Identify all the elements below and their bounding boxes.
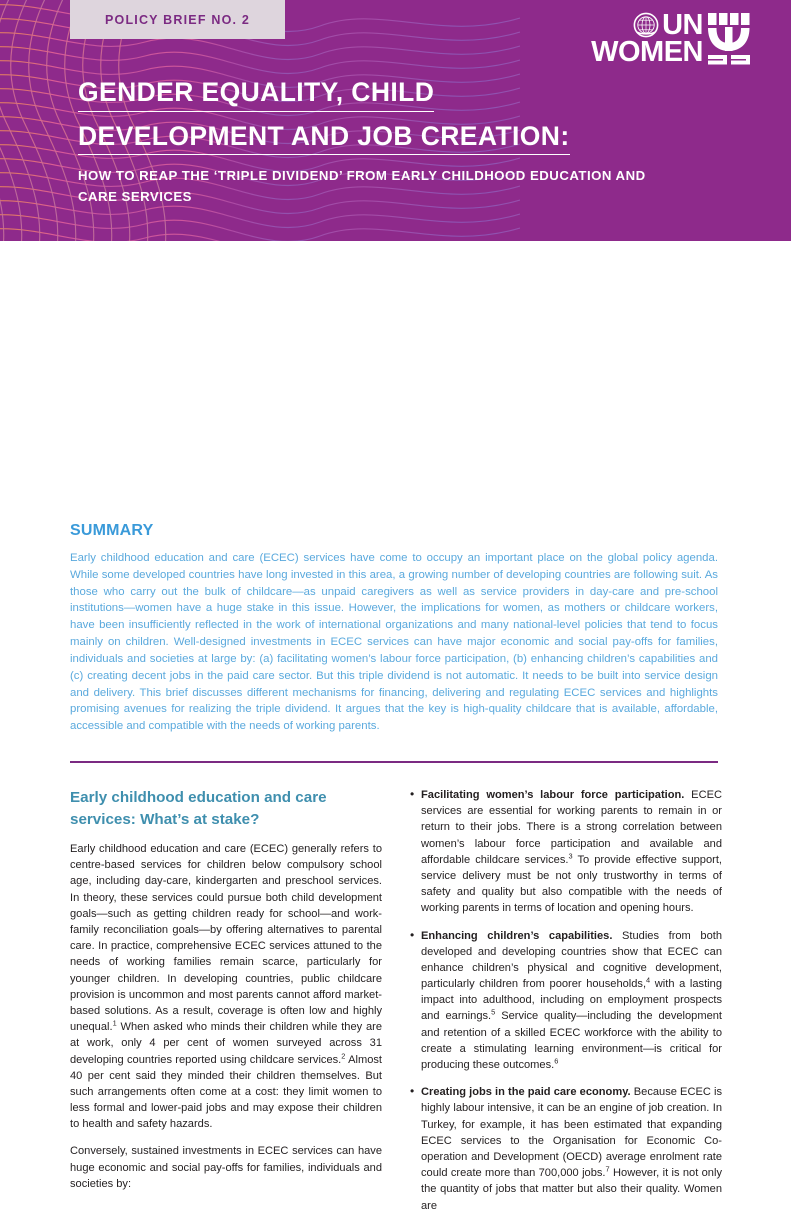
benefits-bullet-list — [410, 787, 722, 1214]
footnote-ref-2: 2 — [341, 1050, 346, 1060]
document-title — [78, 78, 718, 165]
left-column-paragraph-2: Conversely, sustained investments in ECEC services can have huge economic and social pay-offs for families, individuals and societies by: — [70, 1145, 382, 1190]
document-subtitle: HOW TO REAP THE ‘TRIPLE DIVIDEND’ FROM EARLY CHILDHOOD EDUCATION AND CARE SERVICES — [78, 168, 646, 205]
list-item — [410, 928, 722, 1074]
logo-un-text: UN — [662, 9, 703, 41]
left-column-paragraph-1 — [70, 841, 382, 1132]
bullet-1-text-b: To provide effective support, service delivery must be not only trustworthy in terms of safety and quality but also compatible with the needs of working parents in terms of location and opening hours. — [421, 853, 722, 915]
bullet-1-text-a: ECEC services are essential for working parents to remain in or return to their jobs. There is a strong correlation between women’s labour force participation and available and affordable childcare services. — [421, 789, 723, 866]
bullet-3-lead: Creating jobs in the paid care economy. — [421, 1086, 631, 1099]
list-item — [410, 787, 722, 917]
summary-heading: SUMMARY — [70, 522, 154, 539]
footnote-ref-6: 6 — [554, 1056, 559, 1066]
left-column — [70, 787, 382, 1225]
policy-brief-number-label: POLICY BRIEF NO. 2 — [104, 12, 250, 27]
bullet-1-lead: Facilitating women’s labour force participation. — [421, 789, 685, 801]
section-divider — [70, 761, 718, 763]
bullet-2-text-c: Service quality—including the development and retention of a skilled ECEC workforce with the ability to create a stimulating learning environment—is critical for producing these outcomes. — [421, 1010, 723, 1071]
document-title-line-2: DEVELOPMENT AND JOB CREATION: — [78, 122, 570, 156]
two-column-layout — [70, 787, 722, 1225]
footnote-ref-1: 1 — [112, 1018, 117, 1028]
footnote-ref-4: 4 — [646, 975, 651, 985]
bullet-2-text-a: Studies from both developed and developing countries show that ECEC can enhance children’s physical and cognitive development, particularly children from poorer households, — [421, 929, 722, 991]
bullet-3-text-b: However, it is not only the quantity of jobs that matter but also their quality. Women are — [421, 1167, 722, 1212]
left-column-heading: Early childhood education and care services: What’s at stake? — [70, 789, 327, 829]
paragraph-1-part-c: Almost 40 per cent said they minded their children themselves. But such arrangements often come at a cost: they limit women to less formal and lower-paid jobs and may expose their children to health and safety hazards. — [70, 1053, 382, 1131]
bullet-2-lead: Enhancing children’s capabilities. — [421, 929, 613, 942]
un-women-logo — [591, 9, 763, 68]
summary-section — [70, 522, 718, 735]
footnote-ref-5: 5 — [491, 1007, 496, 1017]
policy-brief-number-tab — [70, 0, 285, 39]
footnote-ref-7: 7 — [605, 1164, 610, 1174]
bullet-3-text-a: Because ECEC is highly labour intensive, it can be an engine of job creation. In Turkey, for example, it has been estimated that expanding ECEC services to the Organisation for Economic Co-operation and Development (OECD) average enrolment rate could create more than 700,000 jobs. — [421, 1086, 722, 1180]
document-title-line-1: GENDER EQUALITY, CHILD — [78, 78, 434, 112]
logo-women-text: WOMEN — [591, 35, 703, 68]
paragraph-1-part-b: When asked who minds their children while they are at work, only 4 per cent of women surveyed across 31 developing countries reported using childcare services. — [70, 1021, 382, 1066]
footnote-ref-3: 3 — [568, 851, 573, 861]
un-women-symbol-icon — [707, 13, 763, 65]
document-header-banner — [0, 0, 791, 241]
right-column — [410, 787, 722, 1225]
paragraph-1-part-a: Early childhood education and care (ECEC) generally refers to centre-based services for children below compulsory school age, including day-care, kindergarten and preschool services. In theory, these services could pursue both child development goals—such as getting children ready for school—and work-family reconciliation goals—by offering alternatives to parental care. In practice, comprehensive ECEC services attuned to the needs of working families remain scarce, particularly for younger children. In developing countries, public childcare provision is uncommon and most parents cannot afford market-based solutions. As a result, coverage is often low and highly unequal. — [70, 843, 382, 1034]
summary-paragraph: Early childhood education and care (ECEC) services have come to occupy an important place on the global policy agenda. While some developed countries have long invested in this area, a growing number of developing countries are following suit. As those who carry out the bulk of childcare—as unpaid caregivers as well as service providers in day-care and pre-school institutions—women have a huge stake in this issue. However, the implications for women, as mothers or childcare workers, have been insufficiently reflected in the work of international organizations and many national-level policies that tend to focus mainly on children. Well-designed investments in ECEC services can have major economic and social pay-offs for families, individuals and societies at large by: (a) facilitating women’s labour force participation, (b) enhancing children’s capabilities and (c) creating decent jobs in the paid care sector. But this triple dividend is not automatic. It needs to be built into service design and delivery. This brief discusses different mechanisms for financing, delivering and regulating ECEC services and highlights promising avenues for realizing the triple dividend. It argues that the key is high-quality childcare that is available, affordable, accessible and compatible with the needs of working parents. — [70, 552, 718, 733]
list-item — [410, 1084, 722, 1214]
bullet-2-text-b: with a lasting impact into adulthood, including on employment prospects and earnings. — [421, 978, 722, 1023]
un-emblem-icon — [633, 12, 659, 38]
